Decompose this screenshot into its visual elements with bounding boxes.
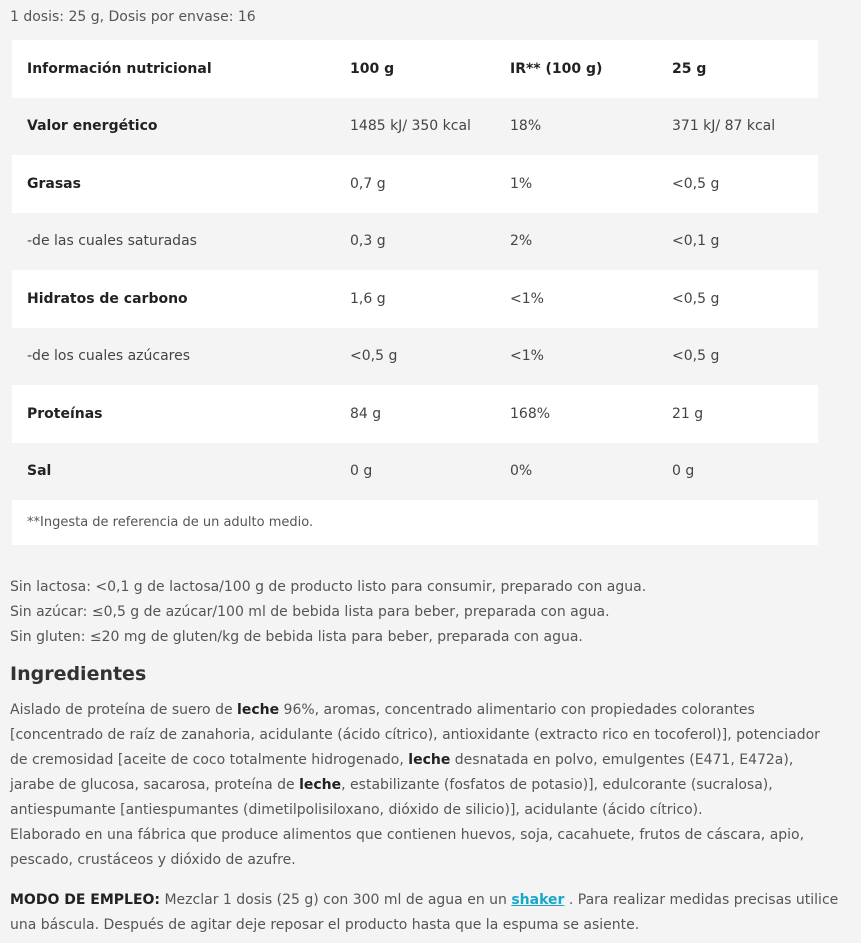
table-header bbox=[12, 40, 818, 98]
value-ir: 18% bbox=[510, 118, 542, 135]
value-100g: 84 g bbox=[350, 405, 382, 422]
value-100g: 0,7 g bbox=[350, 175, 386, 192]
usage-instructions bbox=[10, 888, 860, 938]
allergen-highlight: leche bbox=[408, 752, 451, 768]
value-ir: 1% bbox=[510, 175, 533, 192]
nutrient-name: Valor energético bbox=[27, 118, 158, 135]
table-row bbox=[12, 328, 818, 386]
nutrient-name: -de las cuales saturadas bbox=[27, 233, 197, 250]
ingredients-part: Aislado de proteína de suero de bbox=[10, 702, 238, 718]
ingredients-text bbox=[10, 698, 840, 873]
header-cell: IR** (100 g) bbox=[510, 60, 603, 77]
table-row bbox=[12, 155, 818, 213]
value-25g: 21 g bbox=[672, 405, 704, 422]
ingredients-part: 96%, aromas, concentrado alimentario con propiedades colorantes [concentrado de raíz de zanahoria, acidulante (ácido cítrico), antioxidante (extracto rico en tocoferol)], potenciador de cremosidad [aceite de coco totalmente hidrogenado, bbox=[10, 702, 820, 768]
ingredients-list bbox=[10, 698, 840, 823]
header-cell: Información nutricional bbox=[27, 60, 212, 77]
nutrient-name: Proteínas bbox=[27, 405, 103, 422]
allergen-statement: Elaborado en una fábrica que produce alimentos que contienen huevos, soja, cacahuete, frutos de cáscara, apio, pescado, crustáceos y dióxido de azufre. bbox=[10, 827, 805, 868]
value-100g: <0,5 g bbox=[350, 348, 398, 365]
serving-info: 1 dosis: 25 g, Dosis por envase: 16 bbox=[10, 9, 256, 25]
table-row bbox=[12, 98, 818, 156]
ingredients-heading: Ingredientes bbox=[10, 663, 147, 685]
table-footnote: **Ingesta de referencia de un adulto medio. bbox=[27, 515, 314, 530]
ingredients-part: , estabilizante (fosfatos de potasio)], edulcorante (sucralosa), antiespumante [antiespumantes (dimetilpolisiloxano, dióxido de silicio)], acidulante (ácido cítrico). bbox=[10, 777, 773, 818]
table-row bbox=[12, 443, 818, 501]
usage-text: Mezclar 1 dosis (25 g) con 300 ml de agua en un bbox=[160, 892, 512, 908]
claim-lactose: Sin lactosa: <0,1 g de lactosa/100 g de producto listo para consumir, preparado con agua. bbox=[10, 579, 647, 595]
ingredients-part: desnatada en polvo, emulgentes (E471, E472a), jarabe de glucosa, sacarosa, proteína de bbox=[10, 752, 794, 793]
nutrient-name: Sal bbox=[27, 463, 52, 480]
value-25g: <0,5 g bbox=[672, 290, 720, 307]
value-100g: 1,6 g bbox=[350, 290, 386, 307]
nutrient-name: Grasas bbox=[27, 175, 81, 192]
value-25g: <0,5 g bbox=[672, 175, 720, 192]
value-ir: <1% bbox=[510, 348, 544, 365]
nutrient-name: Hidratos de carbono bbox=[27, 290, 188, 307]
value-100g: 1485 kJ/ 350 kcal bbox=[350, 118, 471, 135]
nutrient-name: -de los cuales azúcares bbox=[27, 348, 191, 365]
claim-gluten: Sin gluten: ≤20 mg de gluten/kg de bebida lista para beber, preparada con agua. bbox=[10, 629, 583, 645]
value-100g: 0,3 g bbox=[350, 233, 386, 250]
header-cell: 100 g bbox=[350, 60, 395, 77]
shaker-link[interactable]: shaker bbox=[511, 892, 565, 908]
value-25g: <0,5 g bbox=[672, 348, 720, 365]
value-25g: 371 kJ/ 87 kcal bbox=[672, 118, 776, 135]
value-ir: 168% bbox=[510, 405, 551, 422]
value-ir: 2% bbox=[510, 233, 533, 250]
table-row bbox=[12, 213, 818, 271]
table-footnote-row bbox=[12, 500, 818, 545]
value-ir: <1% bbox=[510, 290, 544, 307]
allergen-highlight: leche bbox=[237, 702, 280, 718]
header-cell: 25 g bbox=[672, 60, 707, 77]
value-ir: 0% bbox=[510, 463, 533, 480]
allergen-highlight: leche bbox=[299, 777, 342, 793]
nutrition-table bbox=[12, 40, 818, 545]
value-25g: <0,1 g bbox=[672, 233, 720, 250]
value-100g: 0 g bbox=[350, 463, 373, 480]
claim-sugar: Sin azúcar: ≤0,5 g de azúcar/100 ml de bebida lista para beber, preparada con agua. bbox=[10, 604, 610, 620]
usage-label: MODO DE EMPLEO: bbox=[10, 892, 161, 908]
table-row bbox=[12, 270, 818, 328]
usage-text: . Para realizar medidas precisas utilice una báscula. Después de agitar deje reposar el producto hasta que la espuma se asiente. bbox=[10, 892, 839, 933]
nutrition-claims bbox=[10, 575, 646, 650]
value-25g: 0 g bbox=[672, 463, 695, 480]
table-row bbox=[12, 385, 818, 443]
